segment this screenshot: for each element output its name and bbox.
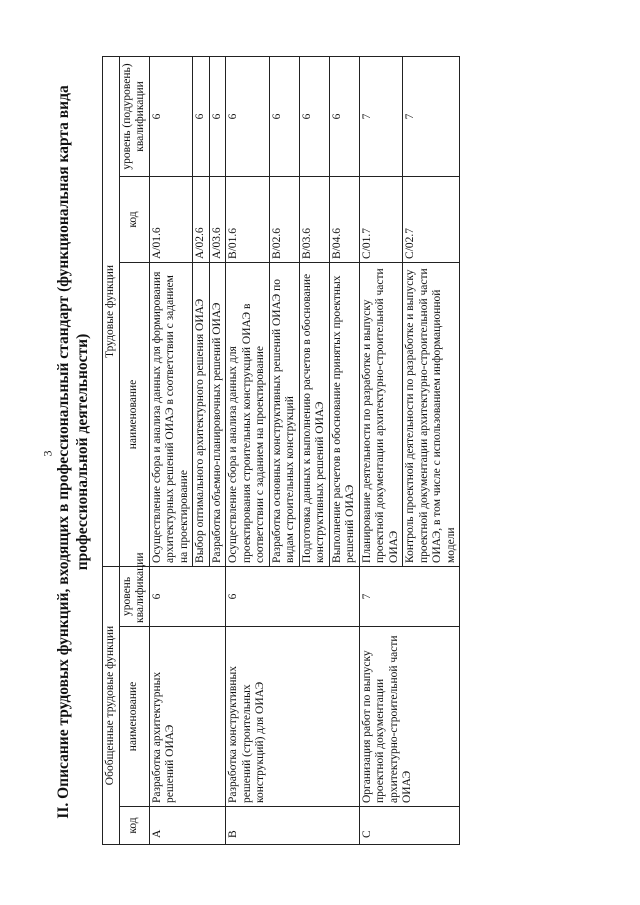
header-tf-level: уровень (подуровень) квалификации	[119, 56, 149, 176]
tf-name-cell: Контроль проектной деятельности по разработке и выпуску проектной документации архитектурно-строительной части ОИАЭ, в том числе с использованием информационной модели	[403, 262, 460, 566]
table-row	[149, 56, 193, 844]
gf-name-cell: Разработка архитектурных решений ОИАЭ	[149, 627, 226, 807]
tf-level-cell: 6	[226, 56, 270, 176]
header-tf-name: наименование	[119, 262, 149, 566]
tf-name-cell: Планирование деятельности по разработке и выпуску проектной документации архитектурно-строительной части ОИАЭ	[359, 262, 403, 566]
header-labor-functions: Трудовые функции	[103, 56, 120, 566]
title-line-2: профессиональной деятельности)	[74, 333, 91, 571]
gf-level-cell: 6	[226, 566, 360, 626]
tf-code-cell: B/02.6	[269, 176, 299, 262]
tf-code-cell: C/01.7	[359, 176, 403, 262]
header-code: код	[119, 807, 149, 845]
tf-level-cell: 7	[359, 56, 403, 176]
table-row	[226, 56, 270, 844]
header-tf-code: код	[119, 176, 149, 262]
header-generalized-functions: Обобщенные трудовые функции	[103, 566, 120, 844]
tf-level-cell: 6	[193, 56, 210, 176]
header-name: наименование	[119, 627, 149, 807]
rotated-page-content	[40, 32, 600, 872]
gf-level-cell: 7	[359, 566, 460, 626]
tf-name-cell: Осуществление сбора и анализа данных для проектирования строительных конструкций ОИАЭ в соответствии с заданием на проектирование	[226, 262, 270, 566]
functional-map-table	[102, 56, 460, 845]
tf-code-cell: A/02.6	[193, 176, 210, 262]
tf-name-cell: Осуществление сбора и анализа данных для формирования архитектурных решений ОИАЭ в соответствии с заданием на проектирование	[149, 262, 193, 566]
tf-name-cell: Разработка основных конструктивных решений ОИАЭ по видам строительных конструкций	[269, 262, 299, 566]
tf-code-cell: B/03.6	[299, 176, 329, 262]
tf-level-cell: 6	[299, 56, 329, 176]
tf-name-cell: Разработка объемно-планировочных решений ОИАЭ	[209, 262, 226, 566]
tf-level-cell: 7	[403, 56, 460, 176]
gf-name-cell: Разработка конструктивных решений (строительных конструкций) для ОИАЭ	[226, 627, 360, 807]
tf-name-cell: Подготовка данных к выполнению расчетов в обоснование конструктивных решений ОИАЭ	[299, 262, 329, 566]
title-line-1: II. Описание трудовых функций, входящих в профессиональный стандарт (функциональная карта вида	[55, 85, 72, 819]
tf-level-cell: 6	[269, 56, 299, 176]
gf-name-cell: Организация работ по выпуску проектной документации архитектурно-строительной части ОИАЭ	[359, 627, 460, 807]
tf-code-cell: A/01.6	[149, 176, 193, 262]
tf-level-cell: 6	[149, 56, 193, 176]
tf-code-cell: B/01.6	[226, 176, 270, 262]
tf-code-cell: A/03.6	[209, 176, 226, 262]
table-row	[359, 56, 403, 844]
tf-level-cell: 6	[329, 56, 359, 176]
gf-level-cell: 6	[149, 566, 226, 626]
tf-code-cell: B/04.6	[329, 176, 359, 262]
tf-name-cell: Выполнение расчетов в обоснование принятых проектных решений ОИАЭ	[329, 262, 359, 566]
gf-code-cell: A	[149, 807, 226, 845]
tf-code-cell: C/02.7	[403, 176, 460, 262]
header-level: уровень квалификации	[119, 566, 149, 626]
tf-level-cell: 6	[209, 56, 226, 176]
section-title	[54, 32, 92, 872]
gf-code-cell: B	[226, 807, 360, 845]
tf-name-cell: Выбор оптимального архитектурного решения ОИАЭ	[193, 262, 210, 566]
gf-code-cell: C	[359, 807, 460, 845]
page-number: 3	[40, 450, 55, 457]
